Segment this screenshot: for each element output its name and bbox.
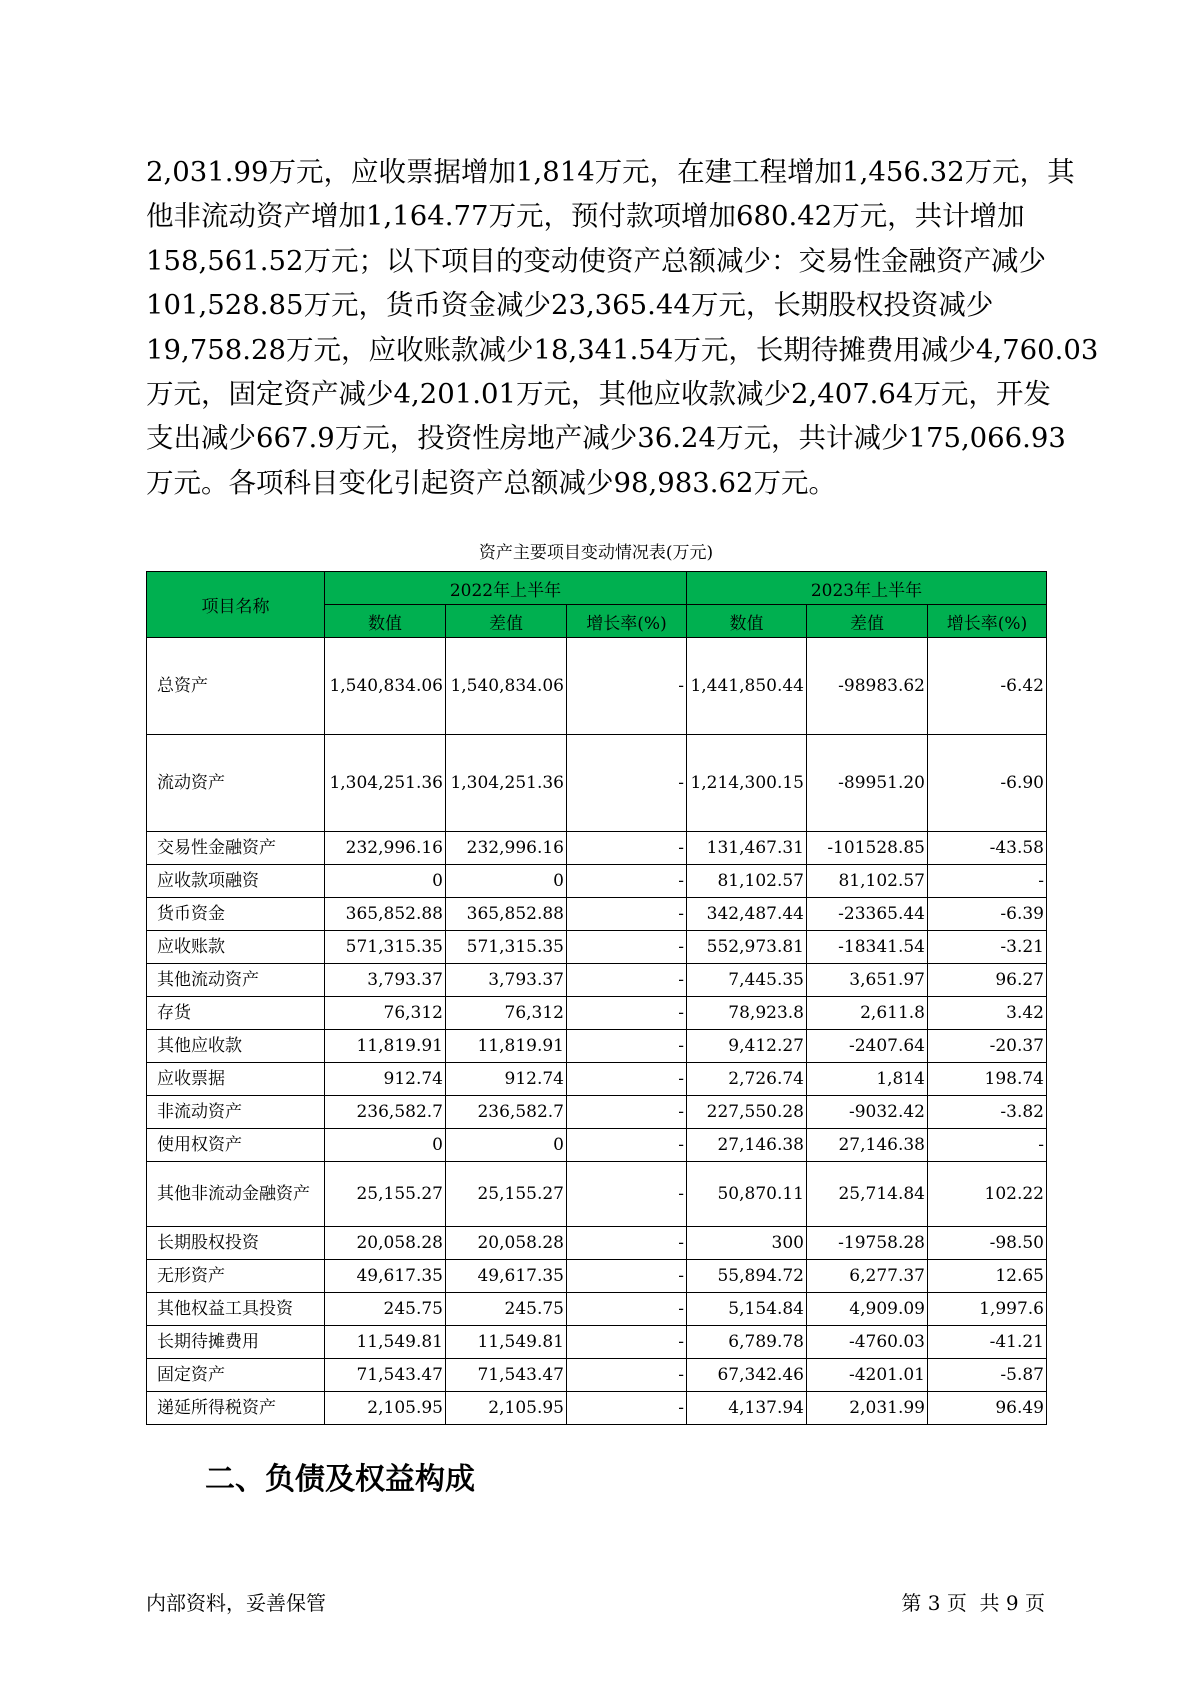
cell-diff-2022: 76,312 xyxy=(446,997,567,1030)
cell-diff-2023: -9032.42 xyxy=(807,1096,928,1129)
table-row xyxy=(147,1063,1047,1096)
cell-diff-2023: -23365.44 xyxy=(807,898,928,931)
cell-diff-2022: 2,105.95 xyxy=(446,1392,567,1425)
cell-growth-2022: - xyxy=(567,832,687,865)
paragraph-line: 他非流动资产增加1,164.77万元，预付款项增加680.42万元，共计增加 xyxy=(146,200,1025,233)
row-item-name: 无形资产 xyxy=(147,1260,325,1293)
header-2023-h1: 2023年上半年 xyxy=(687,572,1047,605)
cell-diff-2022: 236,582.7 xyxy=(446,1096,567,1129)
cell-growth-2023: 1,997.6 xyxy=(928,1293,1047,1326)
table-row xyxy=(147,1392,1047,1425)
cell-value-2022: 20,058.28 xyxy=(325,1227,446,1260)
header-item-name: 项目名称 xyxy=(147,572,325,638)
cell-diff-2022: 0 xyxy=(446,865,567,898)
cell-value-2023: 78,923.8 xyxy=(687,997,807,1030)
cell-diff-2023: 2,031.99 xyxy=(807,1392,928,1425)
row-item-name: 货币资金 xyxy=(147,898,325,931)
cell-value-2022: 0 xyxy=(325,865,446,898)
cell-diff-2023: 25,714.84 xyxy=(807,1162,928,1227)
cell-value-2023: 81,102.57 xyxy=(687,865,807,898)
header-growth-2022: 增长率(%) xyxy=(567,605,687,638)
cell-growth-2023: -6.90 xyxy=(928,735,1047,832)
cell-value-2023: 1,441,850.44 xyxy=(687,638,807,735)
paragraph-line: 158,561.52万元；以下项目的变动使资产总额减少：交易性金融资产减少 xyxy=(146,244,1046,277)
cell-growth-2022: - xyxy=(567,1359,687,1392)
row-item-name: 总资产 xyxy=(147,638,325,735)
cell-value-2022: 11,549.81 xyxy=(325,1326,446,1359)
cell-growth-2022: - xyxy=(567,997,687,1030)
cell-value-2023: 50,870.11 xyxy=(687,1162,807,1227)
cell-value-2022: 49,617.35 xyxy=(325,1260,446,1293)
cell-value-2022: 11,819.91 xyxy=(325,1030,446,1063)
cell-value-2022: 2,105.95 xyxy=(325,1392,446,1425)
cell-diff-2022: 0 xyxy=(446,1129,567,1162)
cell-value-2023: 227,550.28 xyxy=(687,1096,807,1129)
cell-value-2023: 552,973.81 xyxy=(687,931,807,964)
cell-value-2022: 3,793.37 xyxy=(325,964,446,997)
cell-diff-2023: 81,102.57 xyxy=(807,865,928,898)
cell-value-2022: 0 xyxy=(325,1129,446,1162)
table-row xyxy=(147,1293,1047,1326)
cell-diff-2023: 4,909.09 xyxy=(807,1293,928,1326)
section-heading: 二、负债及权益构成 xyxy=(205,1462,475,1497)
table-row xyxy=(147,1162,1047,1227)
cell-growth-2022: - xyxy=(567,1129,687,1162)
cell-growth-2022: - xyxy=(567,1260,687,1293)
cell-growth-2022: - xyxy=(567,1227,687,1260)
table-row xyxy=(147,1096,1047,1129)
table-row xyxy=(147,1227,1047,1260)
page-unit: 页 xyxy=(946,1591,967,1615)
row-item-name: 存货 xyxy=(147,997,325,1030)
cell-growth-2023: -20.37 xyxy=(928,1030,1047,1063)
cell-growth-2022: - xyxy=(567,1326,687,1359)
cell-growth-2023: -41.21 xyxy=(928,1326,1047,1359)
table-row xyxy=(147,1260,1047,1293)
page-prefix: 第 xyxy=(901,1591,922,1615)
row-item-name: 应收款项融资 xyxy=(147,865,325,898)
cell-value-2023: 9,412.27 xyxy=(687,1030,807,1063)
cell-diff-2022: 25,155.27 xyxy=(446,1162,567,1227)
cell-value-2022: 912.74 xyxy=(325,1063,446,1096)
cell-growth-2022: - xyxy=(567,1392,687,1425)
cell-growth-2022: - xyxy=(567,638,687,735)
cell-growth-2022: - xyxy=(567,964,687,997)
cell-diff-2022: 20,058.28 xyxy=(446,1227,567,1260)
cell-growth-2023: 198.74 xyxy=(928,1063,1047,1096)
row-item-name: 应收账款 xyxy=(147,931,325,964)
cell-growth-2023: 102.22 xyxy=(928,1162,1047,1227)
paragraph-line: 101,528.85万元，货币资金减少23,365.44万元，长期股权投资减少 xyxy=(146,289,994,322)
cell-value-2023: 1,214,300.15 xyxy=(687,735,807,832)
asset-change-table xyxy=(146,571,1047,1425)
body-paragraph xyxy=(146,150,1099,505)
cell-diff-2022: 71,543.47 xyxy=(446,1359,567,1392)
cell-value-2022: 571,315.35 xyxy=(325,931,446,964)
cell-diff-2023: 27,146.38 xyxy=(807,1129,928,1162)
table-row xyxy=(147,1326,1047,1359)
cell-value-2022: 1,304,251.36 xyxy=(325,735,446,832)
total-prefix: 共 xyxy=(979,1591,1000,1615)
table-row xyxy=(147,931,1047,964)
row-item-name: 交易性金融资产 xyxy=(147,832,325,865)
cell-value-2022: 245.75 xyxy=(325,1293,446,1326)
header-diff-2023: 差值 xyxy=(807,605,928,638)
cell-diff-2022: 571,315.35 xyxy=(446,931,567,964)
cell-growth-2023: -3.82 xyxy=(928,1096,1047,1129)
cell-growth-2022: - xyxy=(567,735,687,832)
cell-value-2023: 342,487.44 xyxy=(687,898,807,931)
cell-diff-2023: -98983.62 xyxy=(807,638,928,735)
cell-value-2023: 27,146.38 xyxy=(687,1129,807,1162)
cell-value-2023: 300 xyxy=(687,1227,807,1260)
cell-growth-2023: 96.49 xyxy=(928,1392,1047,1425)
table-caption: 资产主要项目变动情况表(万元) xyxy=(478,543,714,563)
cell-diff-2023: -4201.01 xyxy=(807,1359,928,1392)
cell-value-2023: 2,726.74 xyxy=(687,1063,807,1096)
cell-value-2022: 76,312 xyxy=(325,997,446,1030)
table-row xyxy=(147,1030,1047,1063)
cell-growth-2022: - xyxy=(567,865,687,898)
cell-value-2023: 6,789.78 xyxy=(687,1326,807,1359)
cell-value-2022: 236,582.7 xyxy=(325,1096,446,1129)
cell-value-2023: 5,154.84 xyxy=(687,1293,807,1326)
cell-growth-2022: - xyxy=(567,1293,687,1326)
cell-growth-2023: -98.50 xyxy=(928,1227,1047,1260)
table-row xyxy=(147,1359,1047,1392)
cell-growth-2022: - xyxy=(567,1162,687,1227)
paragraph-line: 2,031.99万元，应收票据增加1,814万元，在建工程增加1,456.32万元，其 xyxy=(146,156,1075,188)
header-growth-2023: 增长率(%) xyxy=(928,605,1047,638)
cell-value-2023: 131,467.31 xyxy=(687,832,807,865)
total-pages: 9 xyxy=(1005,1591,1019,1615)
paragraph-line: 万元。各项科目变化引起资产总额减少98,983.62万元。 xyxy=(146,466,836,499)
cell-diff-2023: 6,277.37 xyxy=(807,1260,928,1293)
header-diff-2022: 差值 xyxy=(446,605,567,638)
table-row xyxy=(147,832,1047,865)
cell-growth-2022: - xyxy=(567,1063,687,1096)
cell-growth-2022: - xyxy=(567,1030,687,1063)
row-item-name: 长期待摊费用 xyxy=(147,1326,325,1359)
cell-diff-2023: -19758.28 xyxy=(807,1227,928,1260)
cell-diff-2022: 245.75 xyxy=(446,1293,567,1326)
header-2022-h1: 2022年上半年 xyxy=(325,572,687,605)
row-item-name: 其他流动资产 xyxy=(147,964,325,997)
total-unit: 页 xyxy=(1025,1591,1045,1615)
row-item-name: 流动资产 xyxy=(147,735,325,832)
header-value-2022: 数值 xyxy=(325,605,446,638)
cell-diff-2023: 1,814 xyxy=(807,1063,928,1096)
cell-diff-2022: 1,304,251.36 xyxy=(446,735,567,832)
row-item-name: 非流动资产 xyxy=(147,1096,325,1129)
cell-diff-2023: -2407.64 xyxy=(807,1030,928,1063)
cell-diff-2023: 3,651.97 xyxy=(807,964,928,997)
cell-growth-2023: -5.87 xyxy=(928,1359,1047,1392)
cell-growth-2022: - xyxy=(567,1096,687,1129)
row-item-name: 其他权益工具投资 xyxy=(147,1293,325,1326)
cell-growth-2023: -6.39 xyxy=(928,898,1047,931)
cell-diff-2022: 3,793.37 xyxy=(446,964,567,997)
page-number: 3 xyxy=(927,1591,941,1615)
cell-growth-2023: - xyxy=(928,1129,1047,1162)
table-row xyxy=(147,898,1047,931)
cell-value-2022: 232,996.16 xyxy=(325,832,446,865)
cell-diff-2022: 11,549.81 xyxy=(446,1326,567,1359)
table-row xyxy=(147,735,1047,832)
paragraph-line: 19,758.28万元，应收账款减少18,341.54万元，长期待摊费用减少4,760.03 xyxy=(146,333,1099,366)
cell-value-2022: 365,852.88 xyxy=(325,898,446,931)
table-row xyxy=(147,997,1047,1030)
cell-growth-2023: 3.42 xyxy=(928,997,1047,1030)
cell-diff-2023: -4760.03 xyxy=(807,1326,928,1359)
cell-growth-2023: -6.42 xyxy=(928,638,1047,735)
cell-diff-2022: 49,617.35 xyxy=(446,1260,567,1293)
cell-diff-2022: 232,996.16 xyxy=(446,832,567,865)
table-row xyxy=(147,964,1047,997)
cell-growth-2023: 96.27 xyxy=(928,964,1047,997)
cell-growth-2023: -3.21 xyxy=(928,931,1047,964)
cell-growth-2023: -43.58 xyxy=(928,832,1047,865)
row-item-name: 长期股权投资 xyxy=(147,1227,325,1260)
row-item-name: 应收票据 xyxy=(147,1063,325,1096)
cell-diff-2023: 2,611.8 xyxy=(807,997,928,1030)
cell-diff-2023: -101528.85 xyxy=(807,832,928,865)
row-item-name: 其他应收款 xyxy=(147,1030,325,1063)
header-value-2023: 数值 xyxy=(687,605,807,638)
cell-value-2023: 55,894.72 xyxy=(687,1260,807,1293)
cell-value-2023: 67,342.46 xyxy=(687,1359,807,1392)
cell-growth-2022: - xyxy=(567,898,687,931)
cell-value-2022: 25,155.27 xyxy=(325,1162,446,1227)
cell-value-2023: 7,445.35 xyxy=(687,964,807,997)
cell-diff-2023: -18341.54 xyxy=(807,931,928,964)
table-row xyxy=(147,1129,1047,1162)
cell-growth-2022: - xyxy=(567,931,687,964)
row-item-name: 递延所得税资产 xyxy=(147,1392,325,1425)
cell-value-2023: 4,137.94 xyxy=(687,1392,807,1425)
cell-growth-2023: 12.65 xyxy=(928,1260,1047,1293)
row-item-name: 其他非流动金融资产 xyxy=(147,1162,325,1227)
cell-diff-2022: 11,819.91 xyxy=(446,1030,567,1063)
cell-value-2022: 71,543.47 xyxy=(325,1359,446,1392)
table-row xyxy=(147,865,1047,898)
paragraph-line: 万元，固定资产减少4,201.01万元，其他应收款减少2,407.64万元，开发 xyxy=(146,377,1051,410)
row-item-name: 使用权资产 xyxy=(147,1129,325,1162)
table-row xyxy=(147,638,1047,735)
cell-growth-2023: - xyxy=(928,865,1047,898)
row-item-name: 固定资产 xyxy=(147,1359,325,1392)
cell-diff-2022: 365,852.88 xyxy=(446,898,567,931)
cell-value-2022: 1,540,834.06 xyxy=(325,638,446,735)
footer-confidential-note: 内部资料，妥善保管 xyxy=(146,1591,326,1615)
cell-diff-2022: 1,540,834.06 xyxy=(446,638,567,735)
cell-diff-2023: -89951.20 xyxy=(807,735,928,832)
paragraph-line: 支出减少667.9万元，投资性房地产减少36.24万元，共计减少175,066.93 xyxy=(146,422,1066,455)
footer-page-indicator xyxy=(901,1590,1045,1616)
cell-diff-2022: 912.74 xyxy=(446,1063,567,1096)
